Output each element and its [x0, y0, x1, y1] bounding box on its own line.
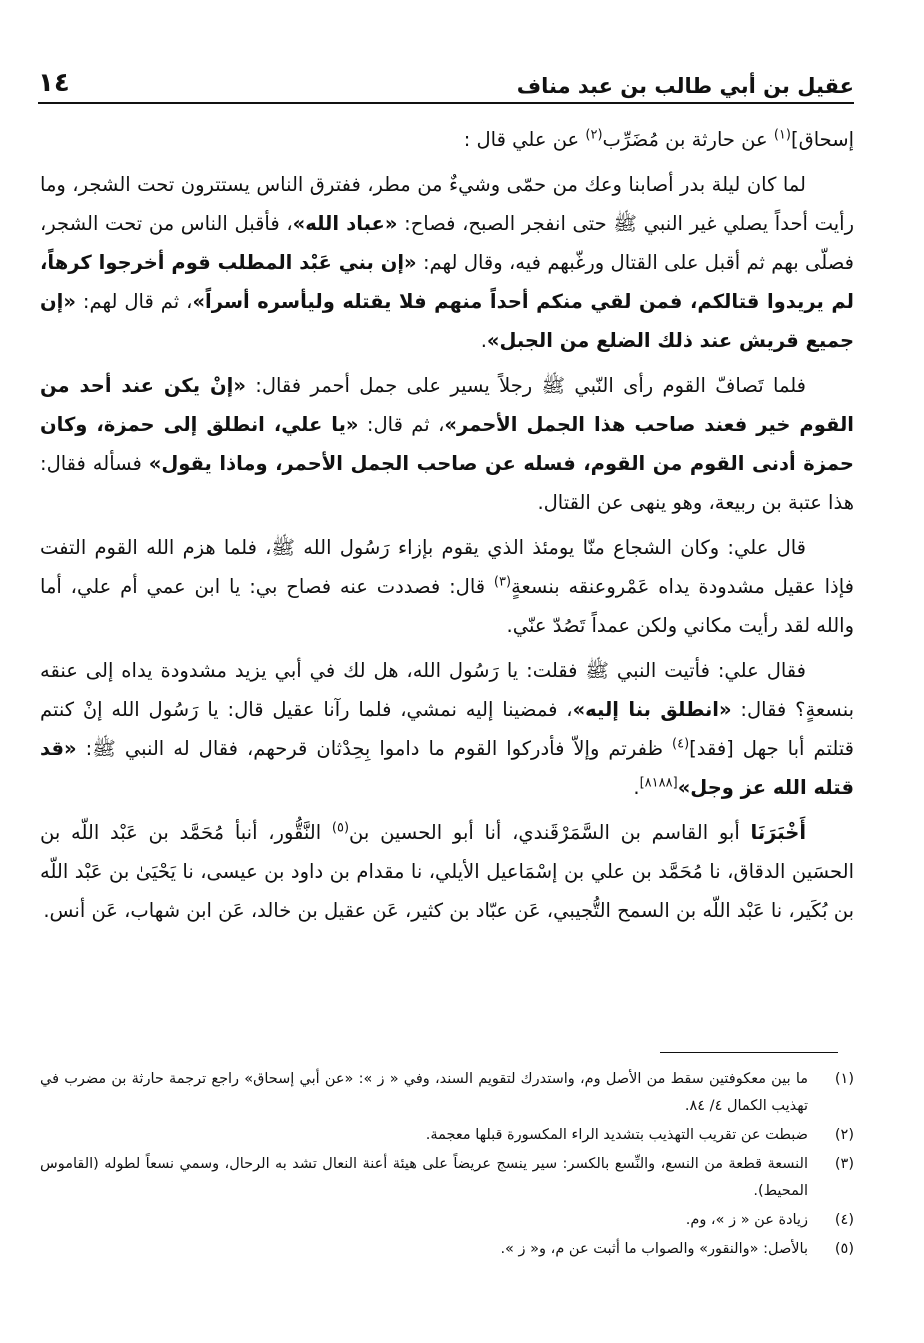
paragraph	[40, 120, 854, 159]
text-run: ، فأقبل الناس من تحت الشجر، فصلّى بهم ثم أقبل على القتال ورغّبهم فيه، وقال لهم:	[40, 212, 854, 274]
text-run: .	[480, 329, 487, 352]
paragraph	[40, 366, 854, 522]
bold-quote: «يا علي، انطلق إلى حمزة، وكان حمزة أدنى القوم من القوم، فسله عن صاحب الجمل الأحمر، وماذا يقول»	[40, 413, 854, 475]
footnote	[40, 1122, 854, 1149]
footnote-number: (٢)	[834, 1127, 854, 1143]
footnote-number: (٥)	[834, 1241, 854, 1257]
footnote-ref: (٤)	[672, 736, 690, 752]
bold-quote: «قد قتله الله عز وجل»	[40, 737, 854, 799]
bold-quote: «إنْ يكن عند أحد من القوم خير فعند صاحب هذا الجمل الأحمر»	[40, 374, 854, 436]
footnote-ref: (١)	[773, 127, 791, 143]
text-run: ، ثم قال:	[358, 413, 445, 436]
footnotes	[40, 1066, 854, 1265]
text-run: ، ثم قال لهم:	[75, 290, 193, 313]
footnote-ref: (٢)	[585, 127, 603, 143]
text-run: .	[633, 776, 640, 799]
text-run: أبو القاسم بن السَّمَرْقَندي، أنا أبو الحسين بن	[349, 821, 751, 844]
footnote-text: ضبطت عن تقريب التهذيب بتشديد الراء المكسورة قبلها معجمة.	[425, 1127, 808, 1143]
bold-quote: «عباد الله»	[292, 212, 398, 235]
text-run: ، فمضينا إليه نمشي، فلما رآنا عقيل قال: يا رَسُول الله إنْ كنتم قتلتم أبا جهل [فقد]	[40, 698, 854, 760]
paragraph	[40, 813, 854, 930]
text-run: إسحاق]	[790, 128, 854, 151]
footnote-text: بالأصل: «والنقور» والصواب ما أثبت عن م، و« ز ».	[500, 1241, 808, 1257]
running-title: عقيل بن أبي طالب بن عبد مناف	[516, 74, 854, 98]
footnote	[40, 1236, 854, 1263]
bold-quote: أَخْبَرَنَا	[750, 821, 807, 844]
bold-quote: «انطلق بنا إليه»	[572, 698, 732, 721]
paragraph	[40, 165, 854, 360]
text-run: لما كان ليلة بدر أصابنا وعك من حمّى وشيءٌ من مطر، ففترق الناس يستترون تحت الشجر، وما رأيت أحداً يصلي غير النبي ﷺ حتى انفجر الصبح، فصاح:	[40, 173, 854, 235]
footnote-number: (٤)	[834, 1212, 854, 1228]
text-run: عن حارثة بن مُضَرِّب	[602, 128, 774, 151]
bold-quote: «إن جميع قريش عند ذلك الضلع من الجبل»	[40, 290, 854, 352]
footnote-text: ما بين معكوفتين سقط من الأصل وم، واستدرك لتقويم السند، وفي « ز »: «عن أبي إسحاق» راجع ترجمة حارثة بن مضرب في تهذيب الكمال ٤/ ٨٤.	[40, 1071, 808, 1114]
footnote-ref: (٣)	[493, 574, 512, 590]
bold-quote: «إن بني عَبْد المطلب قوم أخرجوا كرهاً، لم يريدوا قتالكم، فمن لقي منكم أحداً منهم فلا يقتله وليأسره أسراً»	[40, 251, 854, 313]
footnote-ref: [٨١٨٨]	[639, 775, 678, 791]
paragraph	[40, 651, 854, 807]
footnote-number: (١)	[834, 1071, 854, 1087]
text-run: النَّقُّور، أنبأ مُحَمَّد بن عَبْد اللّه بن الحسَين الدقاق، نا مُحَمَّد بن علي بن إسْمَاعيل الأيلي، نا مقدام بن داود بن عيسى، نا يَحْيَىٰ بن عَبْد اللّه بن بُكَير، نا عَبْد اللّه بن السمح التُّجيبي، عَن عبّاد بن كثير، عَن عقيل بن خالد، عَن ابن شهاب، عَن أنس.	[40, 821, 854, 922]
footnote-text: زيادة عن « ز »، وم.	[685, 1212, 808, 1228]
footnote	[40, 1066, 854, 1120]
text-run: قال: فصددت عنه فصاح بي: يا ابن عمي أم علي، أما والله لقد رأيت مكاني ولكن عمداً تَصُدّ عنّي.	[40, 575, 854, 637]
footnote-text: النسعة قطعة من النسع، والنِّسع بالكسر: سير ينسج عريضاً على هيئة أعنة النعال تشد به الرحال، وسمي نسعاً لطوله (القاموس المحيط).	[40, 1156, 808, 1199]
text-run: فلما تَصافّ القوم رأى النّبي ﷺ رجلاً يسير على جمل أحمر فقال:	[245, 374, 806, 397]
text-run: فقال علي: فأتيت النبي ﷺ فقلت: يا رَسُول الله، هل لك في أبي يزيد مشدودة يداه إلى عنقه بنسعةٍ؟ فقال:	[40, 659, 855, 721]
text-run: قال علي: وكان الشجاع منّا يومئذ الذي يقوم بإزاء رَسُول الله ﷺ، فلما هزم الله القوم التفت فإذا عقيل مشدودة يداه عَمْروعنقه بنسعةٍ	[40, 536, 854, 598]
text-run: فسأله فقال: هذا عتبة بن ربيعة، وهو ينهى عن القتال.	[40, 452, 854, 514]
footnote-ref: (٥)	[331, 820, 350, 836]
footnote-divider	[660, 1052, 838, 1053]
paragraph	[40, 528, 854, 645]
page-header	[38, 58, 854, 104]
main-text	[40, 120, 854, 936]
footnote	[40, 1151, 854, 1205]
text-run: عن علي قال :	[463, 128, 586, 151]
page-number: ١٤	[38, 68, 70, 98]
footnote-number: (٣)	[834, 1156, 854, 1172]
footnote	[40, 1207, 854, 1234]
text-run: ظفرتم وإلاّ فأدركوا القوم ما داموا بِحِدْثان قرحهم، فقال له النبي ﷺ:	[76, 737, 672, 760]
